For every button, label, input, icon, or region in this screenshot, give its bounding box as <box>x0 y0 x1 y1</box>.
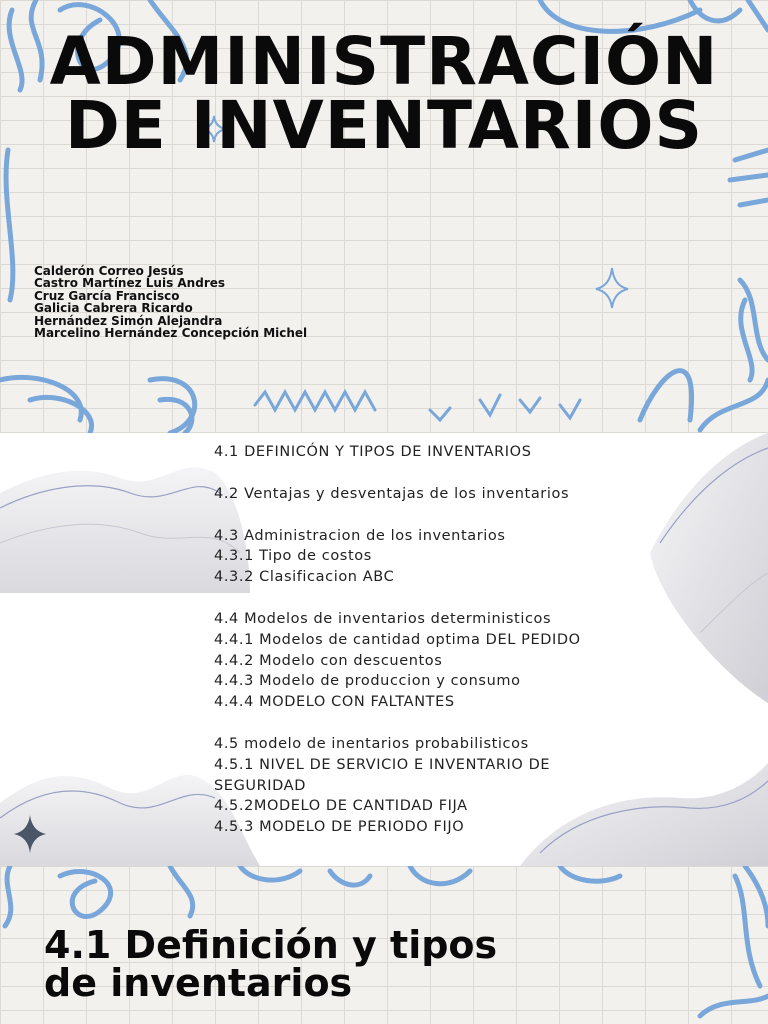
toc-item: 4.4.3 Modelo de produccion y consumo <box>214 673 521 690</box>
toc-item: 4.5.1 NIVEL DE SERVICIO E INVENTARIO DE SEGURIDAD <box>214 756 551 794</box>
toc-item: 4.3 Administracion de los inventarios <box>214 527 506 544</box>
toc-item: 4.4.4 MODELO CON FALTANTES <box>214 694 455 711</box>
toc-item: 4.5.3 MODELO DE PERIODO FIJO <box>214 819 465 836</box>
presentation-title <box>0 23 768 164</box>
author-name: Castro Martínez Luis Andres <box>34 276 226 291</box>
author-name: Marcelino Hernández Concepción Michel <box>34 326 308 341</box>
toc-item: 4.2 Ventajas y desventajas de los inventarios <box>214 485 570 502</box>
title-slide <box>0 0 768 433</box>
author-name: Hernández Simón Alejandra <box>34 313 223 328</box>
toc-item: 4.5 modelo de inentarios probabilisticos <box>214 735 529 752</box>
author-name: Galicia Cabrera Ricardo <box>34 301 193 316</box>
toc-item: 4.4.1 Modelos de cantidad optima DEL PEDIDO <box>214 631 581 648</box>
table-of-contents-slide <box>0 433 768 866</box>
title-line: ADMINISTRACIÓN <box>49 23 719 100</box>
toc-item: 4.5.2MODELO DE CANTIDAD FIJA <box>214 798 468 815</box>
toc-item: 4.3.1 Tipo de costos <box>214 548 372 565</box>
section-title <box>44 923 498 1005</box>
author-list <box>34 265 307 339</box>
author-name: Cruz García Francisco <box>34 288 180 303</box>
toc-item: 4.4.2 Modelo con descuentos <box>214 652 443 669</box>
section-slide <box>0 866 768 1024</box>
sparkle-icon <box>596 268 628 308</box>
toc-item: 4.1 DEFINICÓN Y TIPOS DE INVENTARIOS <box>214 444 532 460</box>
title-line: DE INVENTARIOS <box>64 87 704 164</box>
toc-item: 4.3.2 Clasificacion ABC <box>214 569 395 586</box>
title-line: de inventarios <box>44 961 353 1005</box>
table-of-contents <box>214 442 594 838</box>
author-name: Calderón Correo Jesús <box>34 264 184 278</box>
toc-item: 4.4 Modelos de inventarios deterministicos <box>214 610 552 627</box>
title-line: 4.1 Definición y tipos <box>44 923 498 967</box>
